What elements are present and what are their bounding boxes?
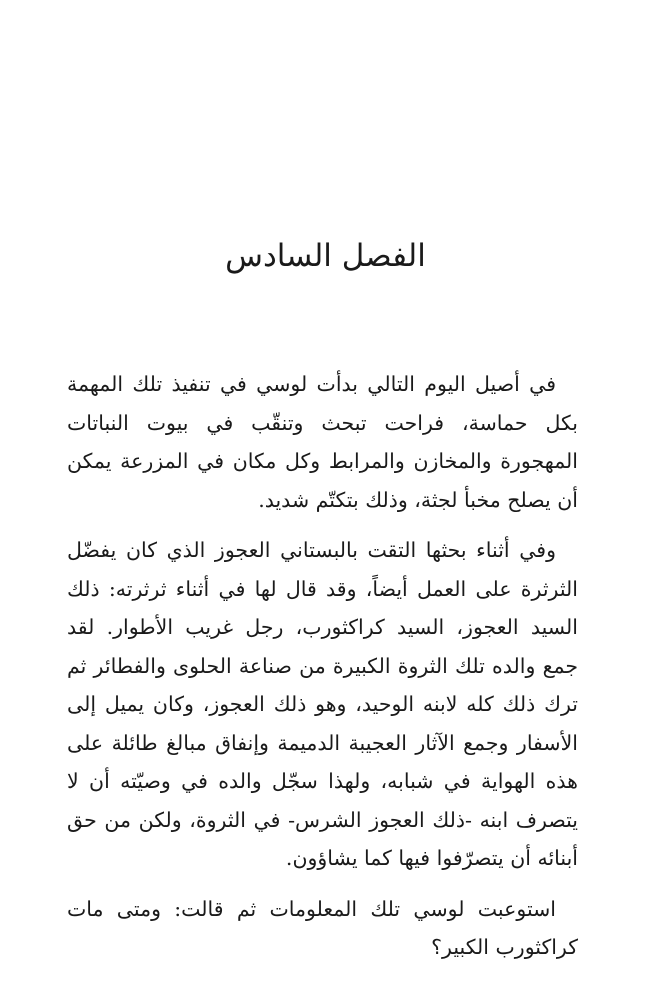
paragraph-2: وفي أثناء بحثها التقت بالبستاني العجوز الذي كان يفضّل الثرثرة على العمل أيضاً، وقد قال لها في أثناء ثرثرته: ذلك السيد العجوز، السيد كراكثورب، رجل غريب الأطوار. لقد جمع والده تلك الثروة الكبيرة من صناعة الحلوى والفطائر ثم ترك ذلك كله لابنه الوحيد، وهو ذلك العجوز، وكان يميل إلى الأسفار وجمع الآثار العجيبة الدميمة وإنفاق مبالغ طائلة على هذه الهواية في شبابه، ولهذا سجّل والده في وصيّته أن لا يتصرف ابنه -ذلك العجوز الشرس- في الثروة، ولكن من حق أبنائه أن يتصرّفوا فيها كما يشاؤون. xyxy=(67,538,578,870)
chapter-title: الفصل السادس xyxy=(225,238,426,274)
chapter-body xyxy=(67,365,578,979)
paragraph-1: في أصيل اليوم التالي بدأت لوسي في تنفيذ تلك المهمة بكل حماسة، فراحت تبحث وتنقّب في بيوت النباتات المهجورة والمخازن والمرابط وكل مكان في المزرعة يمكن أن يصلح مخبأ لجثة، وذلك بتكتّم شديد. xyxy=(67,372,578,512)
paragraph-3: استوعبت لوسي تلك المعلومات ثم قالت: ومتى مات كراكثورب الكبير؟ xyxy=(67,896,578,959)
